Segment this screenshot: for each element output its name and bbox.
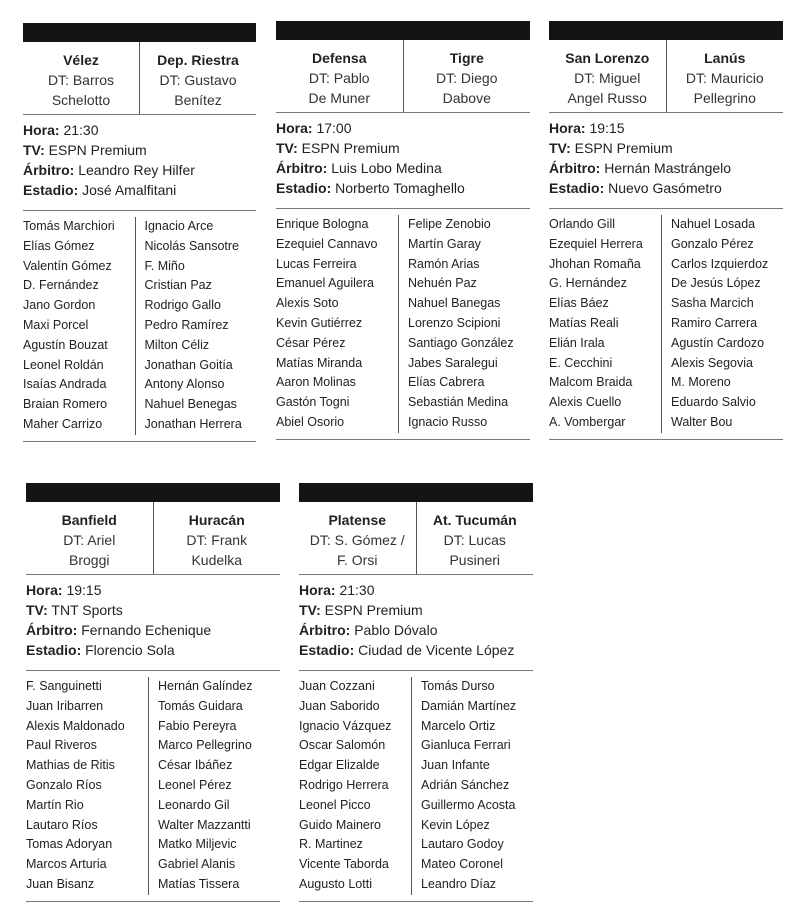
player-name: Marco Pellegrino xyxy=(158,738,252,753)
player-name: Ignacio Vázquez xyxy=(299,718,392,733)
match-card xyxy=(26,483,280,902)
stadium-label: Estadio: xyxy=(26,642,82,658)
team-name: Lanús xyxy=(704,50,746,66)
team-name: Defensa xyxy=(312,50,367,66)
player-name: Valentín Gómez xyxy=(23,258,112,273)
player-name: Oscar Salomón xyxy=(299,738,386,753)
player-name: Martín Garay xyxy=(408,236,481,251)
player-name: Alexis Segovia xyxy=(671,355,753,370)
team-home xyxy=(23,42,139,114)
player-name: Jonathan Herrera xyxy=(144,416,242,431)
teams-row xyxy=(299,502,533,575)
player-name: F. Sanguinetti xyxy=(26,679,102,693)
player-name: Santiago González xyxy=(408,335,514,350)
player-name: Isaías Andrada xyxy=(23,377,107,392)
player-name: Tomás Marchiori xyxy=(23,219,115,233)
match-info xyxy=(549,113,783,209)
tv-label: TV: xyxy=(26,602,48,618)
player-name: Fabio Pereyra xyxy=(158,718,237,733)
away-players-list xyxy=(661,215,783,433)
referee-label: Árbitro: xyxy=(276,160,328,176)
player-name: César Pérez xyxy=(276,335,346,350)
player-name: Juan Cozzani xyxy=(299,679,375,693)
player-name: Agustín Bouzat xyxy=(23,337,108,352)
player-name: Augusto Lotti xyxy=(299,876,372,891)
player-name: Guillermo Acosta xyxy=(421,797,516,812)
tv-label: TV: xyxy=(549,140,571,156)
player-name: Eduardo Salvio xyxy=(671,395,756,410)
player-name: Damián Martínez xyxy=(421,698,517,713)
tv-value: ESPN Premium xyxy=(48,142,147,158)
player-name: César Ibáñez xyxy=(158,758,233,773)
match-info xyxy=(26,575,280,671)
player-name: Juan Infante xyxy=(421,758,490,773)
coach-line: Pellegrino xyxy=(693,90,756,106)
player-name: Walter Bou xyxy=(671,414,733,429)
coach-line: DT: Barros xyxy=(47,72,115,88)
match-card xyxy=(23,23,256,442)
teams-row xyxy=(276,40,530,113)
player-name: Edgar Elizalde xyxy=(299,758,380,773)
player-name: Nahuel Benegas xyxy=(144,397,237,412)
team-away xyxy=(666,40,784,112)
player-name: Gonzalo Ríos xyxy=(26,777,102,792)
team-name: Vélez xyxy=(63,52,99,68)
player-name: Lautaro Godoy xyxy=(421,837,504,852)
team-name: At. Tucumán xyxy=(432,512,517,528)
player-name: Paul Riveros xyxy=(26,738,97,753)
referee-label: Árbitro: xyxy=(26,622,78,638)
player-name: Juan Iribarren xyxy=(26,698,104,713)
tv-label: TV: xyxy=(299,602,321,618)
player-name: Matías Reali xyxy=(549,315,619,330)
tv-value: TNT Sports xyxy=(51,602,123,618)
player-name: Mateo Coronel xyxy=(421,857,503,872)
lineups xyxy=(23,211,256,442)
player-name: Jabes Saralegui xyxy=(408,355,498,370)
match-info xyxy=(299,575,533,671)
player-name: Walter Mazzantti xyxy=(158,817,251,832)
stadium-label: Estadio: xyxy=(299,642,355,658)
player-name: Jhohan Romaña xyxy=(549,256,641,271)
tv-row xyxy=(26,600,280,620)
referee-row xyxy=(299,620,533,640)
stadium-value: Ciudad de Vicente López xyxy=(358,642,515,658)
referee-row xyxy=(549,158,783,178)
player-name: Carlos Izquierdoz xyxy=(671,256,769,271)
player-name: Alexis Soto xyxy=(276,296,339,311)
player-name: Vicente Taborda xyxy=(299,857,389,872)
time-row xyxy=(23,120,256,140)
tv-value: ESPN Premium xyxy=(324,602,423,618)
player-name: Pedro Ramírez xyxy=(144,317,229,332)
stadium-row xyxy=(549,178,783,198)
player-name: Braian Romero xyxy=(23,397,108,412)
match-card xyxy=(549,21,783,440)
stadium-row xyxy=(299,640,533,660)
time-value: 19:15 xyxy=(589,120,625,136)
home-players-list xyxy=(23,217,135,435)
referee-label: Árbitro: xyxy=(23,162,75,178)
player-name: Leonel Picco xyxy=(299,797,371,812)
player-name: Orlando Gill xyxy=(549,217,615,231)
player-name: F. Miño xyxy=(144,258,185,273)
player-name: Jano Gordon xyxy=(23,298,96,313)
referee-row xyxy=(276,158,530,178)
stadium-value: Nuevo Gasómetro xyxy=(608,180,722,196)
team-away xyxy=(403,40,531,112)
player-name: Elián Irala xyxy=(549,335,605,350)
lineups xyxy=(549,209,783,440)
coach-line: Dabove xyxy=(442,90,491,106)
player-name: Nahuel Losada xyxy=(671,217,756,231)
stadium-value: José Amalfitani xyxy=(82,182,177,198)
team-name: Platense xyxy=(328,512,387,528)
stadium-label: Estadio: xyxy=(23,182,79,198)
tv-row xyxy=(299,600,533,620)
player-name: Leandro Díaz xyxy=(421,876,497,891)
referee-label: Árbitro: xyxy=(299,622,351,638)
player-name: Lautaro Ríos xyxy=(26,817,98,832)
time-row xyxy=(26,580,280,600)
teams-row xyxy=(549,40,783,113)
player-name: Malcom Braida xyxy=(549,375,633,390)
player-name: Alexis Cuello xyxy=(549,395,622,410)
time-label: Hora: xyxy=(26,582,63,598)
referee-value: Luis Lobo Medina xyxy=(331,160,442,176)
player-name: A. Vombergar xyxy=(549,414,626,429)
team-name: Huracán xyxy=(188,512,245,528)
coach-line: DT: S. Gómez / xyxy=(309,532,405,548)
player-name: Aaron Molinas xyxy=(276,375,356,390)
coach-line: DT: Lucas xyxy=(443,532,506,548)
player-name: Martín Rio xyxy=(26,797,84,812)
time-label: Hora: xyxy=(299,582,336,598)
tv-value: ESPN Premium xyxy=(301,140,400,156)
time-label: Hora: xyxy=(549,120,586,136)
player-name: Agustín Cardozo xyxy=(671,335,765,350)
coach-line: DT: Gustavo xyxy=(159,72,237,88)
player-name: Leonardo Gil xyxy=(158,797,230,812)
time-label: Hora: xyxy=(276,120,313,136)
player-name: Elías Gómez xyxy=(23,238,95,253)
team-away xyxy=(416,502,534,574)
player-name: Elías Cabrera xyxy=(408,375,485,390)
player-name: Nehuén Paz xyxy=(408,276,477,291)
stadium-row xyxy=(26,640,280,660)
team-home xyxy=(299,502,416,574)
tv-value: ESPN Premium xyxy=(574,140,673,156)
referee-label: Árbitro: xyxy=(549,160,601,176)
player-name: Abiel Osorio xyxy=(276,414,345,429)
player-name: Rodrigo Gallo xyxy=(144,298,221,313)
teams-row xyxy=(26,502,280,575)
player-name: Antony Alonso xyxy=(144,377,225,392)
tv-row xyxy=(23,140,256,160)
coach-line: DT: Pablo xyxy=(308,70,370,86)
player-name: Ramiro Carrera xyxy=(671,315,758,330)
player-name: Ramón Arias xyxy=(408,256,480,271)
away-players-list xyxy=(398,215,530,433)
player-name: Rodrigo Herrera xyxy=(299,777,389,792)
coach-line: Pusineri xyxy=(449,552,501,568)
match-info xyxy=(23,115,256,211)
referee-row xyxy=(23,160,256,180)
player-name: Juan Saborido xyxy=(299,698,380,713)
coach-line: DT: Mauricio xyxy=(685,70,764,86)
time-value: 19:15 xyxy=(66,582,102,598)
player-name: Milton Céliz xyxy=(144,337,210,352)
time-value: 17:00 xyxy=(316,120,352,136)
tv-row xyxy=(276,138,530,158)
card-header-bar xyxy=(549,21,783,40)
player-name: Enrique Bologna xyxy=(276,217,369,231)
stadium-label: Estadio: xyxy=(549,180,605,196)
player-name: Ignacio Arce xyxy=(144,219,214,233)
player-name: Maxi Porcel xyxy=(23,317,89,332)
team-away xyxy=(139,42,256,114)
team-home xyxy=(26,502,153,574)
away-players-list xyxy=(411,677,533,895)
card-header-bar xyxy=(276,21,530,40)
player-name: De Jesús López xyxy=(671,276,761,291)
stadium-row xyxy=(276,178,530,198)
player-name: Lucas Ferreira xyxy=(276,256,357,271)
player-name: Tomás Durso xyxy=(421,679,495,693)
player-name: Nahuel Banegas xyxy=(408,296,501,311)
time-row xyxy=(299,580,533,600)
player-name: R. Martinez xyxy=(299,837,363,852)
player-name: Hernán Galíndez xyxy=(158,679,253,693)
home-players-list xyxy=(276,215,398,433)
coach-line: DT: Diego xyxy=(436,70,498,86)
referee-value: Pablo Dóvalo xyxy=(354,622,438,638)
team-name: Tigre xyxy=(449,50,484,66)
player-name: Tomas Adoryan xyxy=(26,837,113,852)
referee-row xyxy=(26,620,280,640)
coach-line: Benítez xyxy=(174,92,222,108)
coach-line: DT: Frank xyxy=(186,532,248,548)
player-name: Matías Tissera xyxy=(158,876,240,891)
player-name: Leonel Roldán xyxy=(23,357,104,372)
time-value: 21:30 xyxy=(63,122,99,138)
stadium-label: Estadio: xyxy=(276,180,332,196)
player-name: Tomás Guidara xyxy=(158,698,243,713)
player-name: Ezequiel Herrera xyxy=(549,236,643,251)
player-name: Gianluca Ferrari xyxy=(421,738,511,753)
player-name: Gonzalo Pérez xyxy=(671,236,754,251)
player-name: Ezequiel Cannavo xyxy=(276,236,378,251)
coach-line: Broggi xyxy=(69,552,110,568)
match-card xyxy=(299,483,533,902)
referee-value: Leandro Rey Hilfer xyxy=(78,162,195,178)
time-row xyxy=(549,118,783,138)
team-name: Dep. Riestra xyxy=(157,52,239,68)
match-info xyxy=(276,113,530,209)
stadium-value: Norberto Tomaghello xyxy=(335,180,465,196)
player-name: E. Cecchini xyxy=(549,355,613,370)
team-home xyxy=(549,40,666,112)
tv-label: TV: xyxy=(23,142,45,158)
player-name: G. Hernández xyxy=(549,276,627,291)
player-name: Kevin López xyxy=(421,817,490,832)
player-name: D. Fernández xyxy=(23,278,99,293)
coach-line: Schelotto xyxy=(51,92,111,108)
home-players-list xyxy=(549,215,661,433)
player-name: Alexis Maldonado xyxy=(26,718,125,733)
away-players-list xyxy=(148,677,280,895)
team-name: San Lorenzo xyxy=(565,50,650,66)
player-name: Marcelo Ortiz xyxy=(421,718,496,733)
player-name: Guido Mainero xyxy=(299,817,381,832)
coach-line: F. Orsi xyxy=(337,552,378,568)
player-name: Matko Miljevic xyxy=(158,837,237,852)
player-name: Cristian Paz xyxy=(144,278,212,293)
player-name: Lorenzo Scipioni xyxy=(408,315,501,330)
player-name: Elías Báez xyxy=(549,296,609,311)
player-name: Gastón Togni xyxy=(276,395,350,410)
player-name: Felipe Zenobio xyxy=(408,217,491,231)
stadium-row xyxy=(23,180,256,200)
home-players-list xyxy=(26,677,148,895)
player-name: Mathias de Ritis xyxy=(26,758,115,773)
player-name: Kevin Gutiérrez xyxy=(276,315,363,330)
player-name: Sebastián Medina xyxy=(408,395,509,410)
card-header-bar xyxy=(23,23,256,42)
lineups xyxy=(26,671,280,902)
coach-line: DT: Miguel xyxy=(574,70,641,86)
teams-row xyxy=(23,42,256,115)
player-name: Gabriel Alanis xyxy=(158,857,236,872)
home-players-list xyxy=(299,677,411,895)
player-name: Juan Bisanz xyxy=(26,876,95,891)
team-away xyxy=(153,502,281,574)
player-name: Sasha Marcich xyxy=(671,296,754,311)
coach-line: Kudelka xyxy=(191,552,243,568)
referee-value: Hernán Mastrángelo xyxy=(604,160,732,176)
lineups xyxy=(299,671,533,902)
lineups xyxy=(276,209,530,440)
player-name: Emanuel Aguilera xyxy=(276,276,374,291)
player-name: M. Moreno xyxy=(671,375,731,390)
coach-line: Angel Russo xyxy=(567,90,647,106)
match-card xyxy=(276,21,530,440)
player-name: Maher Carrizo xyxy=(23,416,103,431)
card-header-bar xyxy=(299,483,533,502)
time-value: 21:30 xyxy=(339,582,375,598)
time-row xyxy=(276,118,530,138)
coach-line: DT: Ariel xyxy=(63,532,116,548)
player-name: Leonel Pérez xyxy=(158,777,232,792)
referee-value: Fernando Echenique xyxy=(81,622,212,638)
player-name: Nicolás Sansotre xyxy=(144,238,239,253)
stadium-value: Florencio Sola xyxy=(85,642,175,658)
away-players-list xyxy=(135,217,257,435)
team-home xyxy=(276,40,403,112)
player-name: Jonathan Goitía xyxy=(144,357,233,372)
tv-row xyxy=(549,138,783,158)
tv-label: TV: xyxy=(276,140,298,156)
player-name: Ignacio Russo xyxy=(408,414,488,429)
player-name: Marcos Arturia xyxy=(26,857,107,872)
time-label: Hora: xyxy=(23,122,60,138)
player-name: Adrián Sánchez xyxy=(421,777,510,792)
team-name: Banfield xyxy=(61,512,117,528)
card-header-bar xyxy=(26,483,280,502)
coach-line: De Muner xyxy=(308,90,370,106)
player-name: Matías Miranda xyxy=(276,355,363,370)
